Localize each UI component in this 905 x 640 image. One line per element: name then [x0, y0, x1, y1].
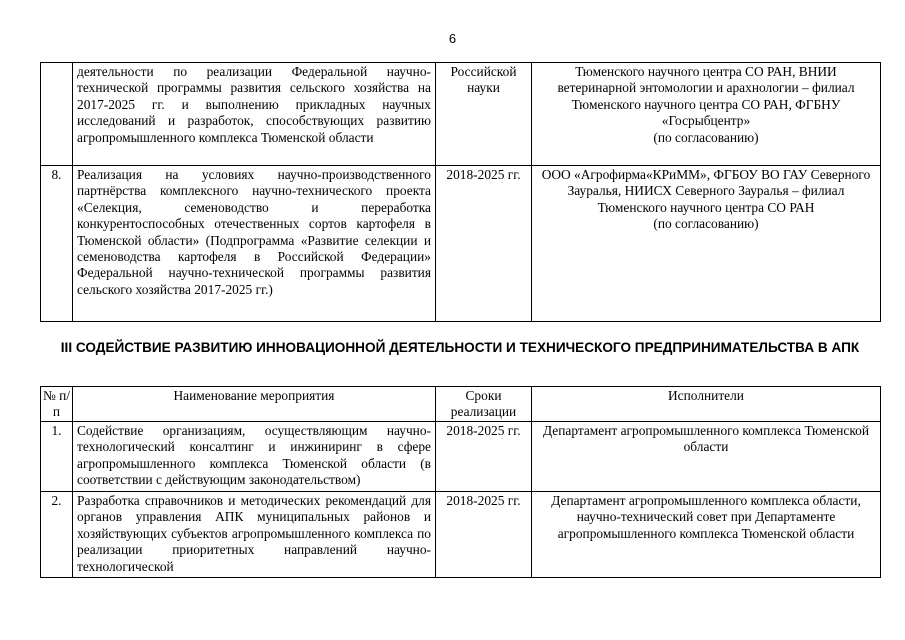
table-row	[41, 166, 881, 322]
activity-name: Содействие организациям, осуществляющим научно-технологический консалтинг и инжиниринг в сфере агропромышленного комплекса Тюменской области (в соответствии с действующим законодательством)	[73, 422, 436, 492]
header-executors: Исполнители	[532, 387, 881, 422]
activity-name: Реализация на условиях научно-производственного партнёрства комплексного научно-технического проекта «Селекция, семеноводство и переработка конкурентоспособных отечественных сортов картофеля в Тюменской области» (Подпрограмма «Развитие селекции и семеноводства картофеля в Российской Федерации» Федеральной научно-технической программы развития сельского хозяйства 2017-2025 гг.)	[73, 166, 436, 322]
row-number: 2.	[41, 492, 73, 578]
row-number	[41, 63, 73, 166]
activity-term: 2018-2025 гг.	[436, 492, 532, 578]
table-row	[41, 492, 881, 578]
activity-executors: ООО «Агрофирма«КРиММ», ФГБОУ ВО ГАУ Северного Зауралья, НИИСХ Северного Зауралья – филиал Тюменского научного центра СО РАН (по согласованию)	[532, 166, 881, 322]
activity-term: 2018-2025 гг.	[436, 166, 532, 322]
activity-executors: Тюменского научного центра СО РАН, ВНИИ ветеринарной энтомологии и арахнологии – филиал Тюменского научного центра СО РАН, ФГБНУ «Госрыбцентр» (по согласованию)	[532, 63, 881, 166]
table-row	[41, 63, 881, 166]
table-row	[41, 422, 881, 492]
activity-name: деятельности по реализации Федеральной научно-технической программы развития сельского хозяйства на 2017-2025 гг. и выполнению прикладных научных исследований и разработок, способствующих развитию агропромышленного комплекса Тюменской области	[73, 63, 436, 166]
page-number: 6	[448, 31, 457, 46]
header-number: № п/п	[41, 387, 73, 422]
activity-name: Разработка справочников и методических рекомендаций для органов управления АПК муниципальных районов и хозяйствующих субъектов агропромышленного комплекса по реализации приоритетных направлений научно-технологической	[73, 492, 436, 578]
header-name: Наименование мероприятия	[73, 387, 436, 422]
row-number: 1.	[41, 422, 73, 492]
activities-table-continued	[40, 62, 881, 322]
activity-term: 2018-2025 гг.	[436, 422, 532, 492]
activity-term: Российской науки	[436, 63, 532, 166]
activity-executors: Департамент агропромышленного комплекса области, научно-технический совет при Департаменте агропромышленного комплекса Тюменской области	[532, 492, 881, 578]
activity-executors: Департамент агропромышленного комплекса Тюменской области	[532, 422, 881, 492]
header-term: Сроки реализации	[436, 387, 532, 422]
activities-table	[40, 386, 881, 578]
section-title: III СОДЕЙСТВИЕ РАЗВИТИЮ ИННОВАЦИОННОЙ ДЕЯТЕЛЬНОСТИ И ТЕХНИЧЕСКОГО ПРЕДПРИНИМАТЕЛЬСТВА В АПК	[60, 340, 860, 355]
table-header-row	[41, 387, 881, 422]
row-number: 8.	[41, 166, 73, 322]
